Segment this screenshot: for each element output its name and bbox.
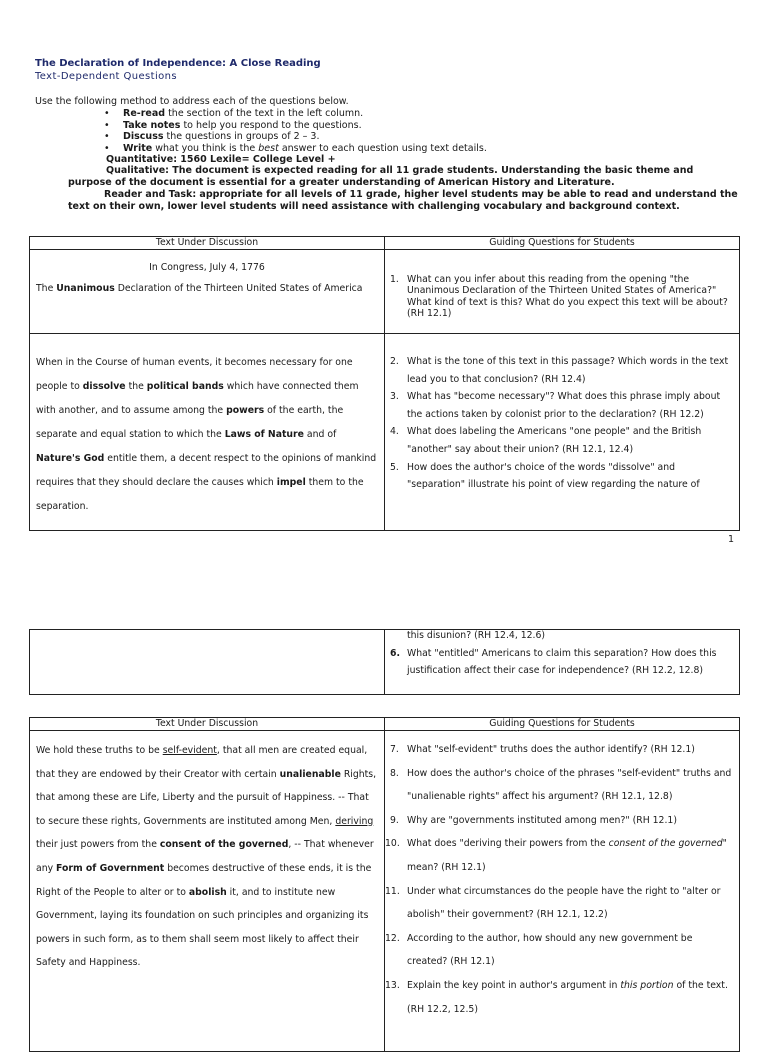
passage-text bbox=[30, 739, 384, 975]
question-text: Why are "governments instituted among men?" (RH 12.1) bbox=[407, 814, 677, 826]
text-run: becomes destructive of these ends, it is the Right of the People to alter or to bbox=[36, 862, 372, 898]
question-list bbox=[385, 738, 739, 1021]
table-header-row bbox=[30, 718, 740, 731]
question-item bbox=[385, 388, 735, 423]
question-number: 8. bbox=[390, 767, 399, 779]
document-subtitle: Text-Dependent Questions bbox=[35, 71, 177, 82]
question-item bbox=[385, 645, 735, 679]
text-run: their just powers from the bbox=[36, 839, 160, 851]
qualitative-note: Qualitative: The document is expected reading for all 11 grade students. Understanding the basic theme and purpose of the document is essential for a greater understanding of American History and Literature. bbox=[68, 165, 694, 188]
questions-cell bbox=[385, 334, 740, 531]
text-run: which have connected them with another, and to assume among the bbox=[36, 381, 359, 416]
underlined-term: self-evident bbox=[162, 745, 217, 756]
passage-text bbox=[30, 351, 384, 519]
question-number: 6. bbox=[390, 648, 401, 659]
method-keyword: Take notes bbox=[123, 119, 181, 131]
source-text-cell bbox=[30, 334, 385, 531]
intro-lead: Use the following method to address each of the questions below. bbox=[35, 96, 349, 107]
keyword: consent of the governed bbox=[159, 839, 289, 851]
question-number: 2. bbox=[390, 356, 399, 367]
text-run: and of bbox=[303, 429, 337, 440]
questions-cell bbox=[385, 731, 740, 1052]
method-keyword: Write bbox=[123, 142, 153, 154]
declaration-title-line bbox=[30, 283, 384, 294]
keyword: Laws of Nature bbox=[224, 429, 304, 440]
keyword: Nature's God bbox=[36, 453, 105, 464]
question-text: of the text. (RH 12.2, 12.5) bbox=[407, 979, 728, 1015]
method-list bbox=[104, 108, 487, 154]
question-list bbox=[385, 274, 739, 320]
text-run: , -- That whenever any bbox=[36, 839, 374, 874]
question-number: 10. bbox=[385, 838, 400, 850]
question-item bbox=[385, 459, 735, 494]
header-text-under-discussion: Text Under Discussion bbox=[30, 718, 385, 731]
question-text: What does labeling the Americans "one people" and the British "another" say about their union? (RH 12.1, 12.4) bbox=[407, 426, 702, 455]
text-run: Rights, that among these are Life, Liberty and the pursuit of Happiness. -- That to secure these rights, Governments are instituted among Men, bbox=[36, 768, 377, 827]
method-text: the section of the text in the left column. bbox=[165, 108, 364, 119]
question-text: What has "become necessary"? What does this phrase imply about the actions taken by colonist prior to the declaration? (RH 12.2) bbox=[407, 391, 721, 420]
question-item bbox=[385, 809, 735, 833]
text-run: We hold these truths to be bbox=[36, 745, 163, 756]
question-item bbox=[385, 353, 735, 388]
source-text-cell bbox=[30, 731, 385, 1052]
question-text: What can you infer about this reading from the opening "the Unanimous Declaration of the Thirteen United States of America?" What kind of text is this? What do you expect this text will be about? (RH 12.1) bbox=[407, 274, 728, 320]
reader-task-note: Reader and Task: appropriate for all levels of 11 grade, higher level students may be able to read and understand the text on their own, lower level students will need assistance with challenging vocabulary and background context. bbox=[68, 189, 738, 212]
keyword: impel bbox=[276, 477, 306, 488]
question-item bbox=[385, 423, 735, 458]
question-text: How does the author's choice of the words "dissolve" and "separation" illustrate his point of view regarding the nature of bbox=[407, 461, 700, 491]
method-emphasis: best bbox=[258, 142, 279, 154]
question-text: What does "deriving their powers from the bbox=[407, 838, 609, 850]
text-run: Declaration of the Thirteen United States of America bbox=[114, 283, 363, 295]
close-reading-table-2 bbox=[29, 717, 740, 1052]
question-number: 4. bbox=[390, 426, 399, 438]
header-text-under-discussion: Text Under Discussion bbox=[30, 237, 385, 250]
question-number: 9. bbox=[390, 814, 399, 826]
questions-cell bbox=[385, 630, 740, 695]
question-text: mean? (RH 12.1) bbox=[407, 861, 486, 873]
question-text: Explain the key point in author's argument in bbox=[407, 979, 621, 991]
question-number: 7. bbox=[390, 744, 399, 755]
question-text: How does the author's choice of the phrases "self-evident" truths and "unalienable rights" affect his argument? (RH 12.1, 12.8) bbox=[407, 767, 732, 803]
question-text: What "entitled" Americans to claim this separation? How does this justification affect their case for independence? (RH 12.2, 12.8) bbox=[407, 648, 717, 676]
dateline: In Congress, July 4, 1776 bbox=[149, 262, 265, 273]
question-item bbox=[385, 738, 735, 762]
method-item bbox=[104, 108, 487, 120]
keyword: abolish bbox=[188, 886, 227, 898]
keyword: Form of Government bbox=[56, 862, 165, 874]
question-text: Under what circumstances do the people have the right to "alter or abolish" their government? (RH 12.1, 12.2) bbox=[407, 885, 721, 921]
question-number: 5. bbox=[390, 461, 399, 473]
question-emphasis: this portion bbox=[620, 979, 674, 991]
text-run: it, and to institute new Government, laying its foundation on such principles and organizing its powers in such form, as to them shall seem most likely to affect their Safety and Happiness. bbox=[36, 886, 369, 969]
keyword: Unanimous bbox=[56, 283, 115, 295]
table-row bbox=[30, 630, 740, 695]
quantitative-note: Quantitative: 1560 Lexile= College Level + bbox=[106, 154, 336, 165]
question-item bbox=[385, 974, 735, 1021]
underlined-term: deriving bbox=[335, 815, 374, 827]
text-run: of the earth, the separate and equal station to which the bbox=[36, 405, 344, 440]
source-text-cell bbox=[30, 630, 385, 695]
header-guiding-questions: Guiding Questions for Students bbox=[385, 718, 740, 731]
method-text: answer to each question using text details. bbox=[278, 142, 487, 154]
document-title: The Declaration of Independence: A Close Reading bbox=[35, 58, 321, 69]
question-continuation: this disunion? (RH 12.4, 12.6) bbox=[407, 630, 546, 641]
method-text: what you think is the bbox=[152, 142, 259, 154]
question-number: 13. bbox=[385, 979, 400, 991]
close-reading-table-1 bbox=[29, 236, 740, 531]
question-item bbox=[385, 274, 735, 320]
keyword: unalienable bbox=[279, 768, 341, 780]
question-item bbox=[385, 832, 735, 879]
method-item bbox=[104, 131, 487, 143]
text-run: The bbox=[36, 283, 57, 295]
text-run: them to the separation. bbox=[36, 477, 364, 512]
question-number: 3. bbox=[390, 391, 399, 403]
method-text: to help you respond to the questions. bbox=[180, 119, 362, 131]
question-item bbox=[385, 762, 735, 809]
method-keyword: Discuss bbox=[123, 131, 164, 143]
header-guiding-questions: Guiding Questions for Students bbox=[385, 237, 740, 250]
questions-cell bbox=[385, 250, 740, 334]
source-text-cell bbox=[30, 250, 385, 334]
table-row bbox=[30, 250, 740, 334]
method-keyword: Re-read bbox=[123, 108, 166, 119]
text-run: When in the Course of human events, it becomes necessary for one people to bbox=[36, 357, 353, 392]
keyword: dissolve bbox=[82, 381, 126, 392]
question-item bbox=[385, 927, 735, 974]
question-list bbox=[385, 353, 739, 494]
text-run: , that all men are created equal, that they are endowed by their Creator with certain bbox=[36, 745, 368, 780]
table-row bbox=[30, 334, 740, 531]
question-number: 1. bbox=[390, 274, 399, 285]
close-reading-table-continued bbox=[29, 629, 740, 695]
table-header-row bbox=[30, 237, 740, 250]
question-text: What is the tone of this text in this passage? Which words in the text lead you to that conclusion? (RH 12.4) bbox=[407, 356, 729, 385]
text-run: the bbox=[125, 381, 147, 392]
question-text: What "self-evident" truths does the author identify? (RH 12.1) bbox=[407, 744, 695, 755]
page-number: 1 bbox=[727, 534, 734, 545]
method-item bbox=[104, 120, 487, 132]
question-list bbox=[385, 645, 739, 679]
method-text: the questions in groups of 2 – 3. bbox=[163, 131, 320, 143]
question-text: According to the author, how should any new government be created? (RH 12.1) bbox=[407, 932, 693, 968]
question-number: 11. bbox=[385, 885, 400, 897]
method-item bbox=[104, 143, 487, 155]
question-item bbox=[385, 880, 735, 927]
text-run: entitle them, a decent respect to the opinions of mankind requires that they should declare the causes which bbox=[36, 453, 377, 488]
question-number: 12. bbox=[385, 932, 400, 944]
keyword: powers bbox=[226, 405, 265, 416]
table-row bbox=[30, 731, 740, 1052]
keyword: political bands bbox=[146, 381, 224, 392]
question-emphasis: consent of the governed" bbox=[608, 838, 727, 850]
